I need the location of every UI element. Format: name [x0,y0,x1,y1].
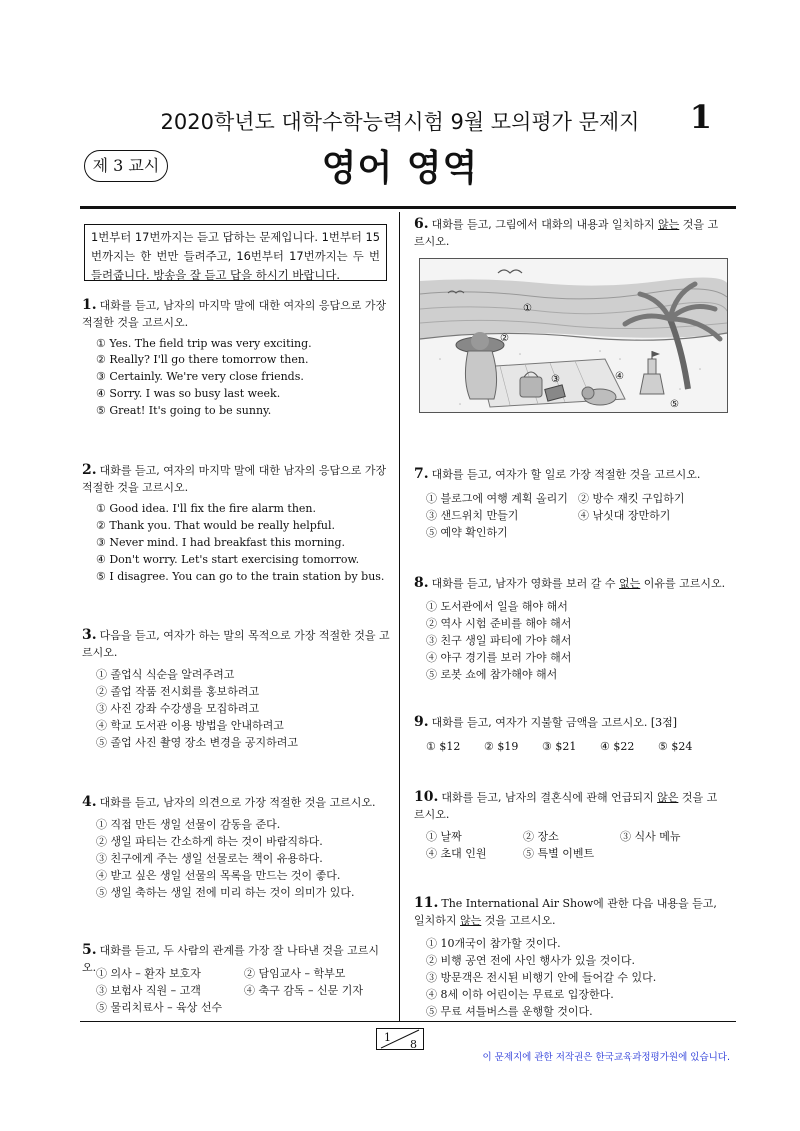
question-number: 6. [414,216,429,232]
q1-option-5[interactable]: ⑤ Great! It's going to be sunny. [96,404,272,417]
q10-option-4[interactable]: ④ 초대 인원 [426,847,487,860]
question-number: 2. [82,462,97,478]
question-1 [82,297,390,331]
question-stem: 대화를 듣고, 두 사람의 관계를 가장 잘 나타낸 것을 고르시오. [82,944,379,974]
q1-option-2[interactable]: ② Really? I'll go there tomorrow then. [96,353,309,366]
q11-option-5[interactable]: ⑤ 무료 셔틀버스를 운행할 것이다. [426,1005,593,1018]
question-stem-end: 것을 고르시오. [414,218,719,248]
question-11 [414,895,726,929]
question-stem-emphasis: 없는 [619,577,641,590]
q4-option-2[interactable]: ② 생일 파티는 간소하게 하는 것이 바람직하다. [96,835,323,848]
q11-option-4[interactable]: ④ 8세 이하 어린이는 무료로 입장한다. [426,988,614,1001]
q2-option-3[interactable]: ③ Never mind. I had breakfast this morning. [96,536,345,549]
q10-option-1[interactable]: ① 날짜 [426,830,462,843]
question-stem-end: 것을 고르시오. [481,914,556,927]
beach-illustration[interactable] [419,258,728,413]
q10-option-3[interactable]: ③ 식사 메뉴 [620,830,681,843]
q8-option-5[interactable]: ⑤ 로봇 쇼에 참가해야 해서 [426,668,558,681]
question-stem-emphasis: 않는 [460,914,482,927]
question-8 [414,575,726,592]
question-stem: 대화를 듣고, 여자의 마지막 말에 대한 남자의 응답으로 가장 적절한 것을 고르시오. [82,464,387,494]
q5-option-4[interactable]: ④ 축구 감독 – 신문 기자 [244,984,363,997]
question-number: 4. [82,794,97,810]
q2-option-5[interactable]: ⑤ I disagree. You can go to the train station by bus. [96,570,385,583]
question-number: 8. [414,575,429,591]
session-badge: 제 3 교시 [84,150,168,182]
q4-option-5[interactable]: ⑤ 생일 축하는 생일 전에 미리 하는 것이 의미가 있다. [96,886,355,899]
question-number: 11. [414,895,439,911]
q7-option-2[interactable]: ② 방수 재킷 구입하기 [578,492,685,505]
question-9 [414,714,726,731]
listening-notice: 1번부터 17번까지는 듣고 답하는 문제입니다. 1번부터 15번까지는 한 번만 들려주고, 16번부터 17번까지는 두 번 들려줍니다. 방송을 잘 듣고 답을 하시기 바랍니다. [84,224,387,281]
q11-option-1[interactable]: ① 10개국이 참가할 것이다. [426,937,561,950]
subject-title: 영어 영역 [321,148,479,189]
question-2 [82,462,390,496]
question-6 [414,216,726,250]
marker-4: ④ [615,371,624,382]
page-number: 1 [689,98,712,136]
question-stem-end: 것을 고르시오. [414,791,718,821]
q10-option-5[interactable]: ⑤ 특별 이벤트 [523,847,595,860]
exam-title: 2020학년도 대학수학능력시험 9월 모의평가 문제지 [160,110,640,134]
q2-option-4[interactable]: ④ Don't worry. Let's start exercising tomorrow. [96,553,360,566]
page-total: 8 [410,1038,417,1049]
question-stem: 대화를 듣고, 여자가 할 일로 가장 적절한 것을 고르시오. [431,468,701,481]
question-7 [414,466,726,483]
q7-option-4[interactable]: ④ 낚싯대 장만하기 [578,509,671,522]
page-indicator [376,1028,424,1050]
question-stem: 대화를 듣고, 그림에서 대화의 내용과 일치하지 [431,218,658,231]
marker-3: ③ [551,374,560,385]
q11-option-2[interactable]: ② 비행 공연 전에 사인 행사가 있을 것이다. [426,954,635,967]
header-rule [80,206,736,209]
q8-option-2[interactable]: ② 역사 시험 준비를 해야 해서 [426,617,572,630]
q4-option-4[interactable]: ④ 받고 싶은 생일 선물의 목록을 만드는 것이 좋다. [96,869,341,882]
q3-option-5[interactable]: ⑤ 졸업 사진 촬영 장소 변경을 공지하려고 [96,736,298,749]
q7-option-3[interactable]: ③ 샌드위치 만들기 [426,509,519,522]
q5-option-2[interactable]: ② 담임교사 – 학부모 [244,967,346,980]
question-stem-emphasis: 않는 [658,218,680,231]
q2-option-2[interactable]: ② Thank you. That would be really helpful. [96,519,336,532]
marker-5: ⑤ [670,399,679,410]
q3-option-1[interactable]: ① 졸업식 식순을 알려주려고 [96,668,235,681]
marker-1: ① [523,303,532,314]
q9-option-3[interactable]: ③ $21 [542,740,577,753]
marker-2: ② [500,333,509,344]
question-stem: 대화를 듣고, 남자의 의견으로 가장 적절한 것을 고르시오. [99,796,376,809]
q1-option-3[interactable]: ③ Certainly. We're very close friends. [96,370,304,383]
q9-option-5[interactable]: ⑤ $24 [658,740,693,753]
q8-option-4[interactable]: ④ 야구 경기를 보러 가야 해서 [426,651,572,664]
question-10 [414,789,726,823]
question-4 [82,794,390,811]
q7-option-5[interactable]: ⑤ 예약 확인하기 [426,526,508,539]
q5-option-1[interactable]: ① 의사 – 환자 보호자 [96,967,201,980]
question-stem: 대화를 듣고, 여자가 지불할 금액을 고르시오. [3점] [431,716,678,729]
q9-option-4[interactable]: ④ $22 [600,740,635,753]
q8-option-3[interactable]: ③ 친구 생일 파티에 가야 해서 [426,634,572,647]
question-number: 5. [82,942,97,958]
question-number: 7. [414,466,429,482]
question-stem: 대화를 듣고, 남자의 결혼식에 관해 언급되지 [441,791,658,804]
q2-option-1[interactable]: ① Good idea. I'll fix the fire alarm then. [96,502,317,515]
question-stem-end: 이유를 고르시오. [640,577,726,590]
page-current: 1 [384,1031,391,1044]
question-3 [82,627,390,661]
q9-option-2[interactable]: ② $19 [484,740,519,753]
copyright-notice: 이 문제지에 관한 저작권은 한국교육과정평가원에 있습니다. [482,1052,730,1063]
q3-option-4[interactable]: ④ 학교 도서관 이용 방법을 안내하려고 [96,719,284,732]
question-number: 3. [82,627,97,643]
q5-option-3[interactable]: ③ 보험사 직원 – 고객 [96,984,201,997]
q4-option-3[interactable]: ③ 친구에게 주는 생일 선물로는 책이 유용하다. [96,852,323,865]
question-number: 1. [82,297,97,313]
q4-option-1[interactable]: ① 직접 만든 생일 선물이 감동을 준다. [96,818,281,831]
question-stem: The International Air Show에 관한 다음 내용을 듣고, 일치하지 [414,897,717,927]
footer-rule [80,1021,736,1022]
q8-option-1[interactable]: ① 도서관에서 일을 해야 해서 [426,600,568,613]
q1-option-1[interactable]: ① Yes. The field trip was very exciting. [96,337,312,350]
q3-option-3[interactable]: ③ 사진 강좌 수강생을 모집하려고 [96,702,260,715]
q7-option-1[interactable]: ① 블로그에 여행 계획 올리기 [426,492,568,505]
q1-option-4[interactable]: ④ Sorry. I was so busy last week. [96,387,281,400]
q10-option-2[interactable]: ② 장소 [523,830,559,843]
question-number: 10. [414,789,439,805]
q5-option-5[interactable]: ⑤ 물리치료사 – 육상 선수 [96,1001,223,1014]
question-stem: 대화를 듣고, 남자의 마지막 말에 대한 여자의 응답으로 가장 적절한 것을 고르시오. [82,299,387,329]
q3-option-2[interactable]: ② 졸업 작품 전시회를 홍보하려고 [96,685,260,698]
question-number: 9. [414,714,429,730]
column-divider [399,212,400,1022]
question-stem-emphasis: 않은 [657,791,679,804]
q11-option-3[interactable]: ③ 방문객은 전시된 비행기 안에 들어갈 수 있다. [426,971,657,984]
q9-option-1[interactable]: ① $12 [426,740,461,753]
question-stem: 다음을 듣고, 여자가 하는 말의 목적으로 가장 적절한 것을 고르시오. [82,629,390,659]
question-stem: 대화를 듣고, 남자가 영화를 보러 갈 수 [431,577,619,590]
